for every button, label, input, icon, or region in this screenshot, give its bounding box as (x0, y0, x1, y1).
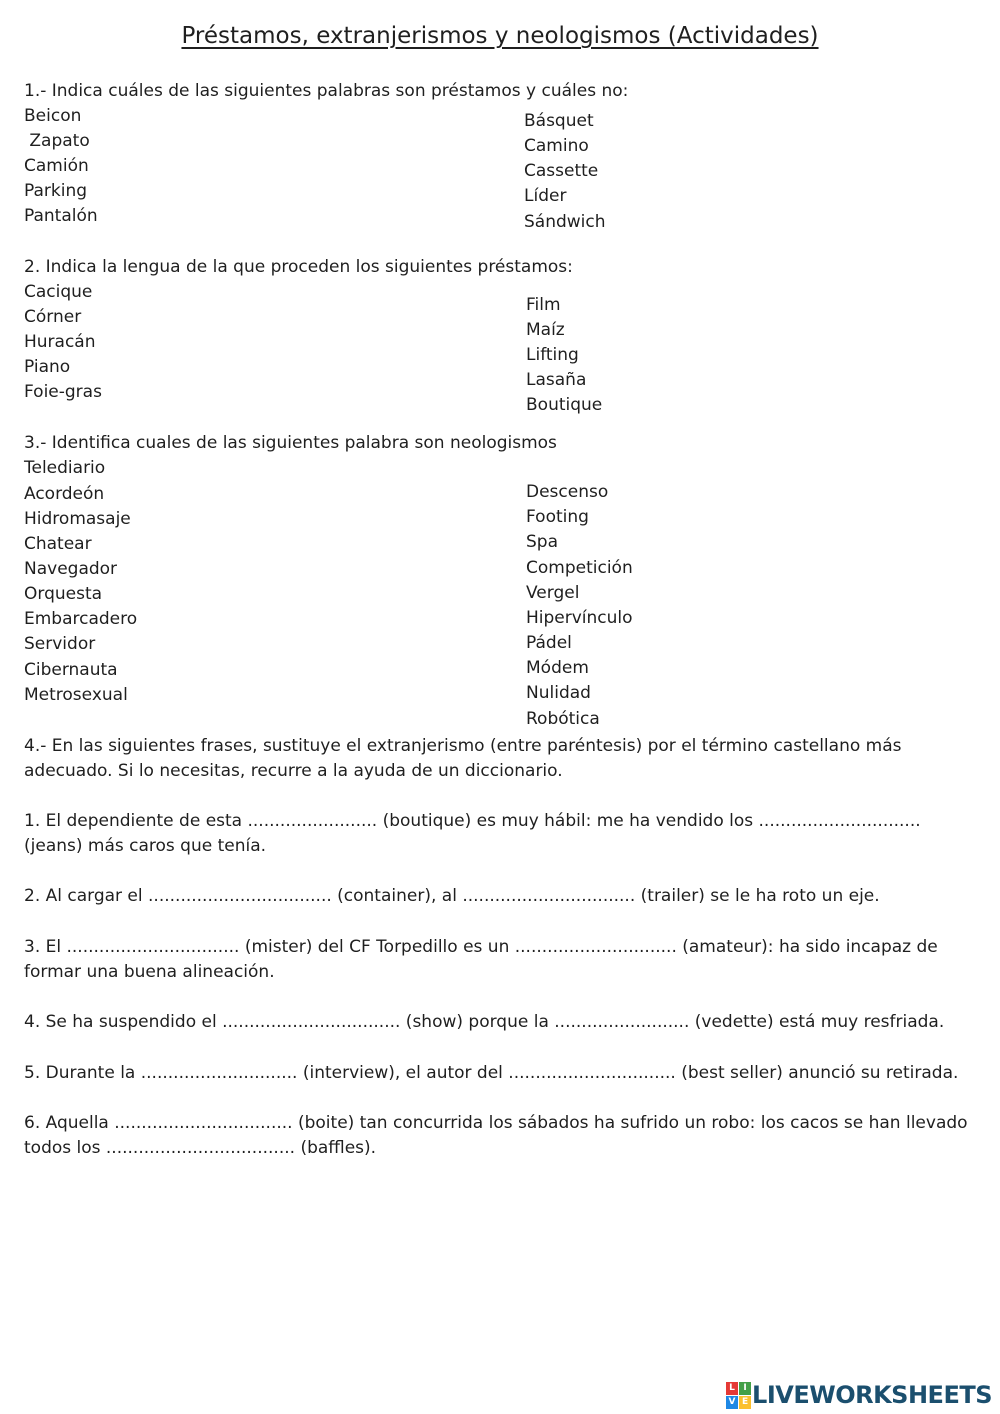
list-item: Hipervínculo (526, 608, 633, 628)
list-item: Film (526, 295, 561, 315)
list-item: Lasaña (526, 370, 587, 390)
list-item: Boutique (526, 395, 603, 415)
list-item: Telediario (24, 458, 106, 478)
list-item: Pantalón (24, 206, 98, 226)
list-item: Cassette (524, 161, 599, 181)
list-item: Cibernauta (24, 660, 118, 680)
list-item: Competición (526, 558, 633, 578)
page-title: Préstamos, extranjerismos y neologismos (Actividades) (181, 23, 819, 49)
list-item: Foie-gras (24, 382, 102, 402)
list-item: Footing (526, 507, 589, 527)
section-2-heading: 2. Indica la lengua de la que proceden los siguientes préstamos: (24, 257, 573, 277)
exercise-sentence: 3. El ................................ (mister) del CF Torpedillo es un .............................. (amateur): ha sido incapaz de formar una buena alineación. (24, 937, 938, 982)
section-1-heading: 1.- Indica cuáles de las siguientes palabras son préstamos y cuáles no: (24, 81, 629, 101)
list-item: Hidromasaje (24, 509, 131, 529)
list-item: Beicon (24, 106, 82, 126)
section-3-heading: 3.- Identifica cuales de las siguientes palabra son neologismos (24, 433, 557, 453)
list-item: Pádel (526, 633, 572, 653)
list-item: Lifting (526, 345, 579, 365)
list-item: Robótica (526, 709, 600, 729)
list-item: Líder (524, 186, 567, 206)
list-item: Módem (526, 658, 589, 678)
list-item: Navegador (24, 559, 118, 579)
list-item: Chatear (24, 534, 92, 554)
logo-mark-icon (726, 1382, 750, 1408)
list-item: Nulidad (526, 683, 591, 703)
list-item: Sándwich (524, 212, 606, 232)
logo-letter: V (726, 1396, 738, 1409)
logo-letter: E (739, 1396, 751, 1409)
exercise-sentence: 4. Se ha suspendido el ................................. (show) porque la ......................... (vedette) está muy resfriada. (24, 1012, 945, 1032)
list-item: Embarcadero (24, 609, 138, 629)
section-4-heading: 4.- En las siguientes frases, sustituye el extranjerismo (entre paréntesis) por el término castellano más adecuado. Si lo necesitas, recurre a la ayuda de un diccionario. (24, 736, 902, 781)
list-item: Huracán (24, 332, 96, 352)
list-item: Metrosexual (24, 685, 128, 705)
exercise-sentence: 5. Durante la ............................. (interview), el autor del ............................... (best seller) anunció su retirada. (24, 1063, 959, 1083)
list-item: Piano (24, 357, 71, 377)
list-item: Acordeón (24, 484, 105, 504)
logo-text: LIVEWORKSHEETS (752, 1381, 992, 1409)
list-item: Córner (24, 307, 82, 327)
list-item: Maíz (526, 320, 565, 340)
list-item: Vergel (526, 583, 580, 603)
list-item: Servidor (24, 634, 96, 654)
list-item: Camino (524, 136, 589, 156)
list-item: Zapato (24, 131, 90, 151)
exercise-sentence: 1. El dependiente de esta ........................ (boutique) es muy hábil: me ha vendido los .............................. (jeans) más caros que tenía. (24, 811, 921, 856)
exercise-sentence: 2. Al cargar el .................................. (container), al ................................ (trailer) se le ha roto un eje. (24, 886, 880, 906)
list-item: Camión (24, 156, 89, 176)
list-item: Orquesta (24, 584, 103, 604)
list-item: Cacique (24, 282, 93, 302)
logo-letter: I (739, 1382, 751, 1395)
list-item: Básquet (524, 111, 594, 131)
list-item: Parking (24, 181, 88, 201)
list-item: Descenso (526, 482, 609, 502)
liveworksheets-logo[interactable] (726, 1378, 992, 1412)
list-item: Spa (526, 532, 558, 552)
logo-letter: L (726, 1382, 738, 1395)
exercise-sentence: 6. Aquella ................................. (boite) tan concurrida los sábados ha sufrido un robo: los cacos se han llevado todos los ................................... (baffles). (24, 1113, 968, 1158)
